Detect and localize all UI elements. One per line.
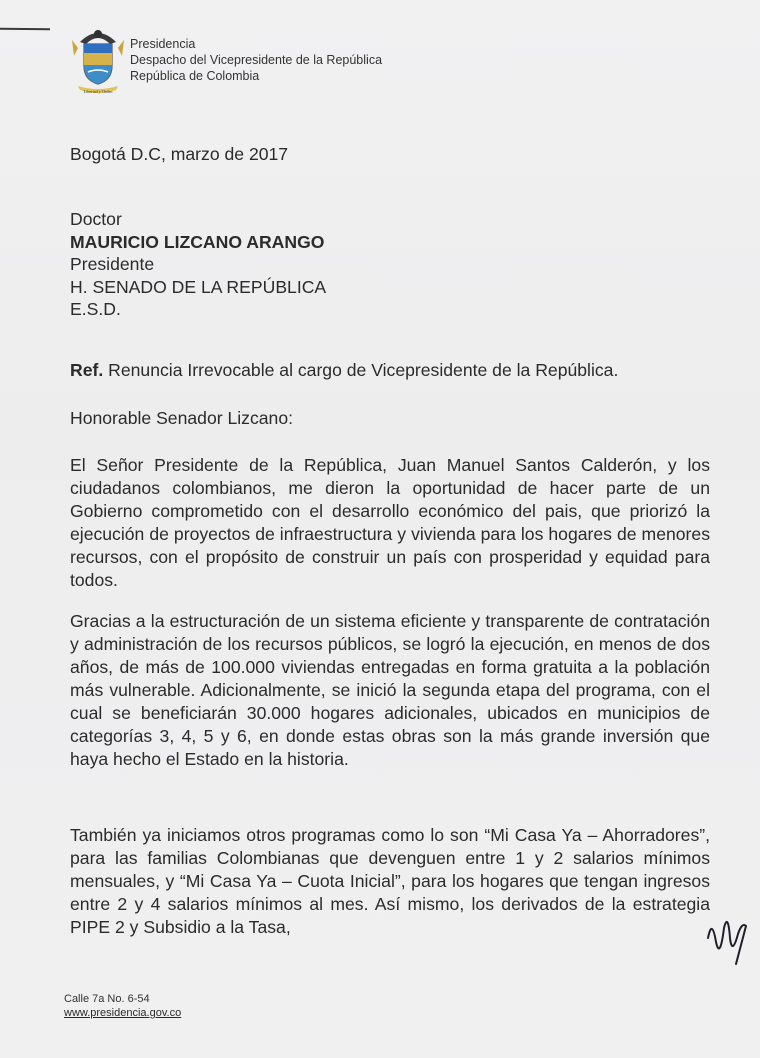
paragraph-3: También ya iniciamos otros programas como lo son “Mi Casa Ya – Ahorradores”, para las familias Colombianas que devenguen entre 1 y 2 salarios mínimos mensuales, y “Mi Casa Ya – Cuota Inicial”, para los hogares que tengan ingresos entre 2 y 4 salarios mínimos al mes. Así mismo, los derivados de la estrategia PIPE 2 y Subsidio a la Tasa, <box>70 825 710 937</box>
footer-website-link[interactable]: www.presidencia.gov.co <box>64 1007 182 1019</box>
recipient-position: Presidente <box>70 254 155 274</box>
recipient-name: MAURICIO LIZCANO ARANGO <box>70 231 325 252</box>
recipient-esd: E.S.D. <box>70 299 121 319</box>
page-footer <box>64 992 181 1020</box>
letterhead-line-2: Despacho del Vicepresidente de la República <box>130 53 383 67</box>
letterhead-line-3: República de Colombia <box>130 69 260 83</box>
paragraph-1: El Señor Presidente de la República, Juan Manuel Santos Calderón, y los ciudadanos colombianos, me dieron la oportunidad de hacer parte de un Gobierno comprometido con el desarrollo económico del pais, que priorizó la ejecución de proyectos de infraestructura y vivienda para los hogares de menores recursos, con el propósito de construir un país con prosperidad y equidad para todos. <box>70 455 710 590</box>
recipient-institution: H. SENADO DE LA REPÚBLICA <box>70 276 327 297</box>
recipient-block <box>70 208 710 321</box>
reference-text: Renuncia Irrevocable al cargo de Vicepresidente de la República. <box>103 360 619 380</box>
colombia-coat-of-arms-icon <box>70 26 126 96</box>
letterhead-line-1: Presidencia <box>130 37 196 51</box>
footer-address: Calle 7a No. 6-54 <box>64 993 150 1005</box>
salutation: Honorable Senador Lizcano: <box>70 408 294 428</box>
crest-motto: Libertad y Orden <box>83 89 113 94</box>
reference-line <box>70 359 710 382</box>
letterhead <box>130 36 382 84</box>
date-line: Bogotá D.C, marzo de 2017 <box>70 144 289 164</box>
handwritten-initials <box>702 908 754 966</box>
recipient-title: Doctor <box>70 209 122 229</box>
paragraph-2: Gracias a la estructuración de un sistema eficiente y transparente de contratación y administración de los recursos públicos, se logró la ejecución, en menos de dos años, de más de 100.000 viviendas entregadas en forma gratuita a la población más vulnerable. Adicionalmente, se inició la segunda etapa del programa, con el cual se beneficiarán 30.000 hogares adicionales, ubicados en municipios de categorías 3, 4, 5 y 6, en donde estas obras son la más grande inversión que haya hecho el Estado en la historia. <box>70 611 710 769</box>
corner-mark <box>0 28 50 30</box>
reference-label: Ref. <box>70 360 104 380</box>
